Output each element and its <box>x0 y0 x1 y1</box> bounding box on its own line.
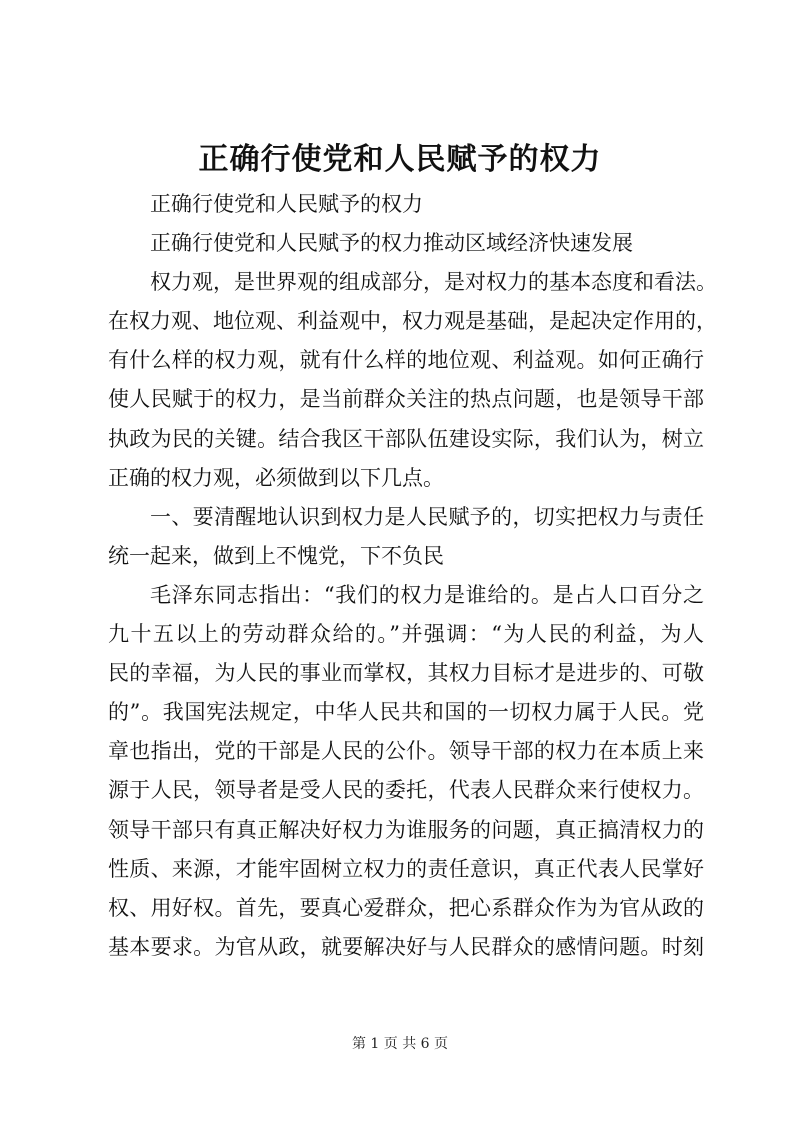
paragraph-line: 基本要求。为官从政，就要解决好与人民群众的感情问题。时刻 <box>108 934 704 959</box>
paragraph-line: 使人民赋于的权力，是当前群众关注的热点问题，也是领导干部 <box>108 387 704 412</box>
section-heading-line: 统一起来，做到上不愧党，下不负民 <box>108 543 444 568</box>
document-body <box>108 185 717 967</box>
paragraph-line: 章也指出，党的干部是人民的公仆。领导干部的权力在本质上来 <box>108 739 704 764</box>
paragraph-line: 源于人民，领导者是受人民的委托，代表人民群众来行使权力。 <box>108 778 704 803</box>
paragraph-line: 领导干部只有真正解决好权力为谁服务的问题，真正搞清权力的 <box>108 817 704 842</box>
paragraph-line: 在权力观、地位观、利益观中，权力观是基础，是起决定作用的， <box>108 309 717 334</box>
paragraph-line: 正确的权力观，必须做到以下几点。 <box>108 465 444 490</box>
document-title: 正确行使党和人民赋予的权力 <box>198 142 602 177</box>
paragraph-line: 权、用好权。首先，要真心爱群众，把心系群众作为为官从政的 <box>108 895 704 920</box>
subtitle-line: 正确行使党和人民赋予的权力 <box>150 192 423 216</box>
paragraph-line: 的”。我国宪法规定，中华人民共和国的一切权力属于人民。党 <box>108 700 704 725</box>
paragraph-line: 有什么样的权力观，就有什么样的地位观、利益观。如何正确行 <box>108 348 704 373</box>
subtitle-line: 正确行使党和人民赋予的权力推动区域经济快速发展 <box>150 231 633 256</box>
page-footer: 第 1 页 共 6 页 <box>351 1036 449 1052</box>
paragraph-line: 性质、来源，才能牢固树立权力的责任意识，真正代表人民掌好 <box>108 856 704 881</box>
paragraph-line: 权力观，是世界观的组成部分，是对权力的基本态度和看法。 <box>150 270 717 295</box>
paragraph-line: 毛泽东同志指出：“我们的权力是谁给的。是占人口百分之 <box>150 582 704 607</box>
paragraph-line: 民的幸福，为人民的事业而掌权，其权力目标才是进步的、可敬 <box>108 661 704 686</box>
paragraph-line: 九十五以上的劳动群众给的。”并强调：“为人民的利益，为人 <box>108 622 704 647</box>
paragraph-line: 执政为民的关键。结合我区干部队伍建设实际，我们认为，树立 <box>108 426 704 451</box>
section-heading-line: 一、要清醒地认识到权力是人民赋予的，切实把权力与责任 <box>150 504 704 529</box>
